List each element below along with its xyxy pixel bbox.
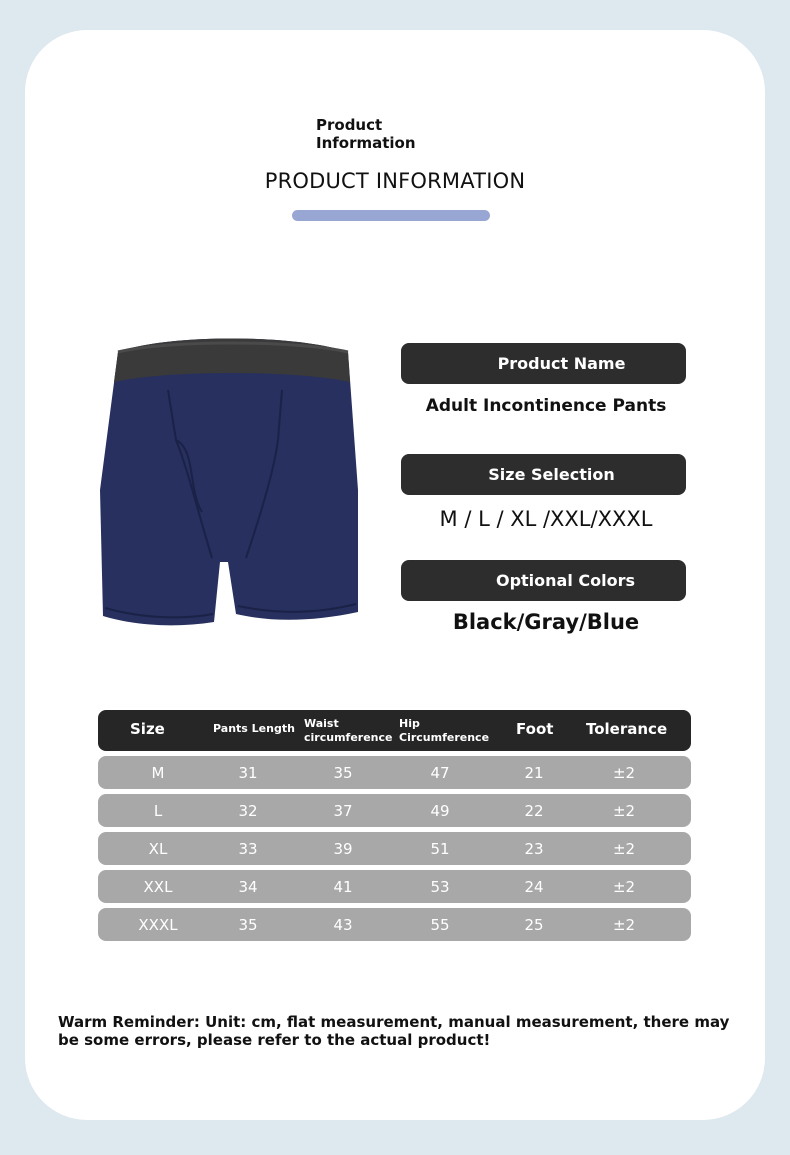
size-selection-value: M / L / XL /XXL/XXXL [439, 507, 653, 531]
cell-hip: 49 [430, 802, 450, 820]
cell-pants-length: 35 [238, 916, 258, 934]
cell-waist: 43 [333, 916, 353, 934]
cell-hip: 47 [430, 764, 450, 782]
cell-size: XXL [143, 878, 173, 896]
header-waist-line2: circumference [304, 731, 393, 744]
cell-size: XXXL [138, 916, 178, 934]
cell-foot: 21 [524, 764, 544, 782]
cell-pants-length: 33 [238, 840, 258, 858]
cell-foot: 24 [524, 878, 544, 896]
small-title: Product Information [316, 116, 416, 152]
boxer-briefs-image [96, 330, 362, 630]
cell-waist: 41 [333, 878, 353, 896]
cell-pants-length: 31 [238, 764, 258, 782]
cell-tolerance: ±2 [612, 878, 636, 896]
header-size: Size [130, 720, 165, 738]
cell-tolerance: ±2 [612, 802, 636, 820]
product-name-label: Product Name [401, 343, 686, 384]
cell-size: M [151, 764, 165, 782]
cell-tolerance: ±2 [612, 764, 636, 782]
table-row [98, 794, 691, 827]
optional-colors-value: Black/Gray/Blue [452, 610, 640, 634]
header-tolerance: Tolerance [586, 720, 668, 738]
cell-size: XL [148, 840, 168, 858]
size-selection-label: Size Selection [401, 454, 686, 495]
optional-colors-label: Optional Colors [401, 560, 686, 601]
table-row [98, 832, 691, 865]
header-pants-length: Pants Length [213, 722, 295, 735]
page-title: PRODUCT INFORMATION [264, 169, 526, 193]
title-underline-bar [292, 210, 490, 221]
product-name-value: Adult Incontinence Pants [425, 396, 667, 416]
cell-hip: 51 [430, 840, 450, 858]
header-waist-line1: Waist [304, 717, 339, 730]
cell-waist: 37 [333, 802, 353, 820]
table-row [98, 756, 691, 789]
header-hip-line2: Circumference [399, 731, 490, 744]
cell-pants-length: 34 [238, 878, 258, 896]
cell-waist: 39 [333, 840, 353, 858]
cell-hip: 53 [430, 878, 450, 896]
cell-waist: 35 [333, 764, 353, 782]
cell-foot: 23 [524, 840, 544, 858]
cell-size: L [153, 802, 163, 820]
table-row [98, 870, 691, 903]
cell-hip: 55 [430, 916, 450, 934]
cell-tolerance: ±2 [612, 840, 636, 858]
size-table-header [98, 710, 691, 751]
warm-reminder: Warm Reminder: Unit: cm, flat measurement, manual measurement, there may be some errors, please refer to the actual product! [58, 1013, 730, 1049]
cell-tolerance: ±2 [612, 916, 636, 934]
table-row [98, 908, 691, 941]
cell-foot: 22 [524, 802, 544, 820]
cell-pants-length: 32 [238, 802, 258, 820]
header-foot: Foot [516, 720, 554, 738]
cell-foot: 25 [524, 916, 544, 934]
header-hip-line1: Hip [399, 717, 420, 730]
